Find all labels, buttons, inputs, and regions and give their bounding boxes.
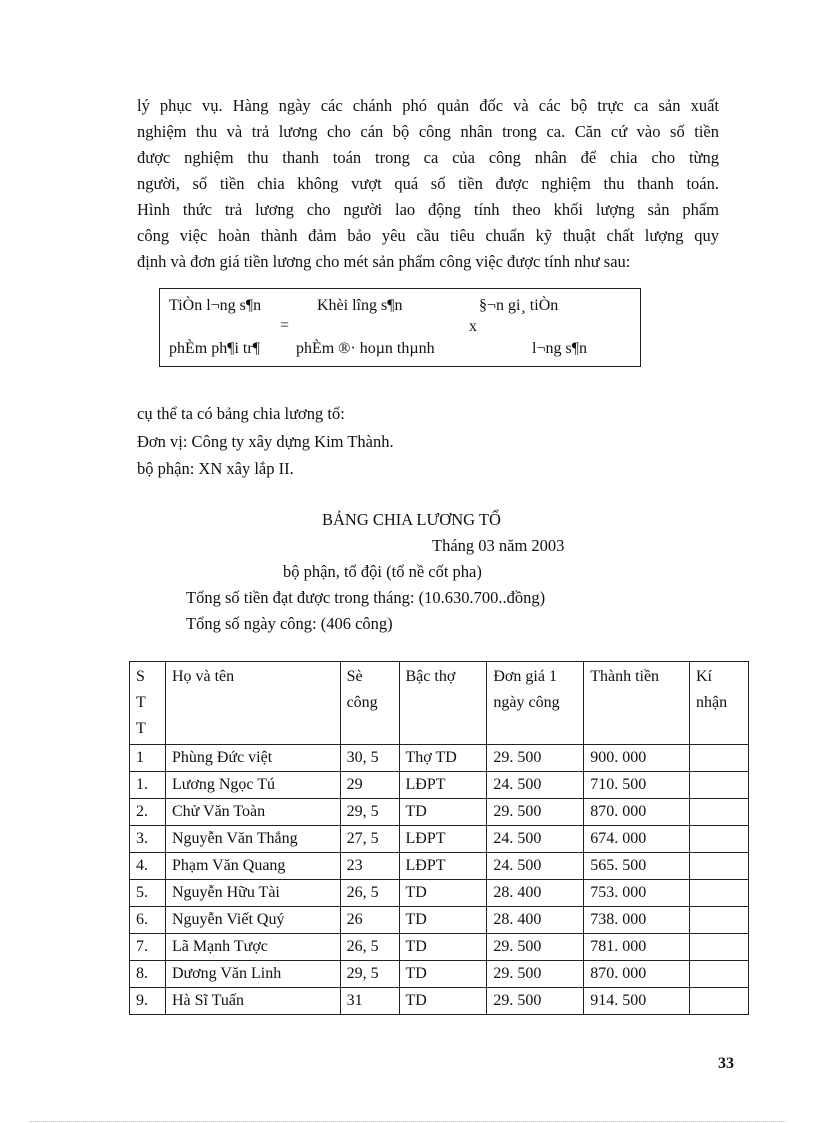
cell-grade: LĐPT <box>399 853 487 880</box>
cell-days: 31 <box>340 988 399 1015</box>
table-row <box>130 934 749 961</box>
paragraph-line: công việc hoàn thành đảm bảo yêu cầu tiêu chuẩn kỹ thuật chất lượng quy <box>137 226 719 245</box>
cell-signature <box>690 880 749 907</box>
cell-stt: 5. <box>130 880 166 907</box>
cell-amount: 710. 500 <box>584 772 690 799</box>
formula-equals: = <box>280 317 290 334</box>
cell-grade: LĐPT <box>399 772 487 799</box>
cell-stt: 9. <box>130 988 166 1015</box>
intro-unit: Đơn vị: Công ty xây dựng Kim Thành. <box>137 432 394 451</box>
cell-unit-price: 24. 500 <box>487 826 584 853</box>
cell-unit-price: 24. 500 <box>487 853 584 880</box>
cell-amount: 753. 000 <box>584 880 690 907</box>
cell-name: Nguyễn Văn Thắng <box>165 826 340 853</box>
cell-days: 26, 5 <box>340 934 399 961</box>
intro-line-1: cụ thể ta có bảng chia lương tổ: <box>137 404 345 423</box>
page-number: 33 <box>718 1055 734 1072</box>
cell-unit-price: 29. 500 <box>487 934 584 961</box>
paragraph-line: lý phục vụ. Hàng ngày các chánh phó quản đốc và các bộ trực ca sản xuất <box>137 96 719 115</box>
total-days: Tổng số ngày công: (406 công) <box>186 614 393 633</box>
cell-unit-price: 28. 400 <box>487 907 584 934</box>
cell-signature <box>690 853 749 880</box>
wage-formula-box <box>159 288 641 367</box>
header-unit-price: Đơn giá 1 ngày công <box>487 662 584 745</box>
cell-name: Nguyễn Hữu Tài <box>165 880 340 907</box>
cell-grade: LĐPT <box>399 826 487 853</box>
cell-stt: 8. <box>130 961 166 988</box>
cell-signature <box>690 907 749 934</box>
cell-amount: 870. 000 <box>584 961 690 988</box>
formula-term2-top: Khèi lîng s¶n <box>317 297 403 314</box>
cell-stt: 7. <box>130 934 166 961</box>
cell-days: 27, 5 <box>340 826 399 853</box>
cell-grade: TD <box>399 961 487 988</box>
table-row <box>130 826 749 853</box>
paragraph-line: nghiệm thu và trả lương cho cán bộ công nhân trong ca. Căn cứ vào số tiền <box>137 122 719 141</box>
table-row <box>130 853 749 880</box>
cell-unit-price: 28. 400 <box>487 880 584 907</box>
cell-amount: 781. 000 <box>584 934 690 961</box>
cell-days: 29, 5 <box>340 799 399 826</box>
header-days: Sè công <box>340 662 399 745</box>
cell-name: Phạm Văn Quang <box>165 853 340 880</box>
cell-signature <box>690 961 749 988</box>
cell-name: Phùng Đức việt <box>165 745 340 772</box>
cell-amount: 914. 500 <box>584 988 690 1015</box>
cell-grade: TD <box>399 934 487 961</box>
cell-stt: 2. <box>130 799 166 826</box>
header-stt: S T T <box>130 662 166 745</box>
cell-amount: 900. 000 <box>584 745 690 772</box>
cell-signature <box>690 826 749 853</box>
cell-stt: 6. <box>130 907 166 934</box>
cell-stt: 1. <box>130 772 166 799</box>
cell-grade: TD <box>399 907 487 934</box>
cell-signature <box>690 745 749 772</box>
cell-days: 29, 5 <box>340 961 399 988</box>
table-dept: bộ phận, tổ đội (tổ nề cốt pha) <box>283 562 482 581</box>
header-grade: Bậc thợ <box>399 662 487 745</box>
formula-term1-top: TiÒn l¬ng s¶n <box>169 297 262 314</box>
table-title: BẢNG CHIA LƯƠNG TỔ <box>322 510 501 529</box>
header-amount: Thành tiền <box>584 662 690 745</box>
cell-stt: 4. <box>130 853 166 880</box>
paragraph-line: Hình thức trả lương cho người lao động tính theo khối lượng sản phẩm <box>137 200 719 219</box>
cell-amount: 738. 000 <box>584 907 690 934</box>
cell-name: Lã Mạnh Tược <box>165 934 340 961</box>
cell-unit-price: 24. 500 <box>487 772 584 799</box>
cell-days: 26, 5 <box>340 880 399 907</box>
table-row <box>130 907 749 934</box>
intro-dept: bộ phận: XN xây lắp II. <box>137 459 294 478</box>
cell-name: Nguyễn Viết Quý <box>165 907 340 934</box>
cell-name: Dương Văn Linh <box>165 961 340 988</box>
cell-days: 23 <box>340 853 399 880</box>
cell-amount: 565. 500 <box>584 853 690 880</box>
cell-days: 30, 5 <box>340 745 399 772</box>
header-signature: Kí nhận <box>690 662 749 745</box>
total-money: Tổng số tiền đạt được trong tháng: (10.630.700..đồng) <box>186 588 546 607</box>
cell-unit-price: 29. 500 <box>487 961 584 988</box>
cell-signature <box>690 988 749 1015</box>
cell-name: Hà Sĩ Tuấn <box>165 988 340 1015</box>
cell-stt: 1 <box>130 745 166 772</box>
cell-amount: 870. 000 <box>584 799 690 826</box>
header-name: Họ và tên <box>165 662 340 745</box>
paragraph-line: người, số tiền chia không vượt quá số tiền được nghiệm thu thanh toán. <box>137 174 719 193</box>
cell-grade: TD <box>399 799 487 826</box>
cell-unit-price: 29. 500 <box>487 745 584 772</box>
table-month: Tháng 03 năm 2003 <box>432 536 565 555</box>
paragraph-line: định và đơn giá tiền lương cho mét sản phẩm công việc được tính như sau: <box>137 252 631 271</box>
table-row <box>130 745 749 772</box>
table-header-row <box>130 662 749 745</box>
table-row <box>130 880 749 907</box>
formula-term3-bottom: l¬ng s¶n <box>532 340 587 357</box>
formula-term3-top: §¬n gi¸ tiÒn <box>479 297 559 314</box>
cell-name: Lương Ngọc Tú <box>165 772 340 799</box>
formula-times: x <box>469 318 477 335</box>
cell-unit-price: 29. 500 <box>487 988 584 1015</box>
cell-signature <box>690 934 749 961</box>
formula-term1-bottom: phÈm ph¶i tr¶ <box>169 340 260 357</box>
body-paragraph <box>137 93 719 275</box>
cell-unit-price: 29. 500 <box>487 799 584 826</box>
cell-amount: 674. 000 <box>584 826 690 853</box>
cell-name: Chử Văn Toàn <box>165 799 340 826</box>
cell-grade: Thợ TD <box>399 745 487 772</box>
cell-days: 26 <box>340 907 399 934</box>
cell-grade: TD <box>399 988 487 1015</box>
wage-table <box>129 661 749 1015</box>
paragraph-line: được nghiệm thu thanh toán trong ca của công nhân để chia cho từng <box>137 148 719 167</box>
table-row <box>130 799 749 826</box>
cell-grade: TD <box>399 880 487 907</box>
table-row <box>130 961 749 988</box>
table-row <box>130 988 749 1015</box>
formula-term2-bottom: phÈm ®· hoµn thµnh <box>296 340 435 357</box>
cell-days: 29 <box>340 772 399 799</box>
table-row <box>130 772 749 799</box>
cell-signature <box>690 772 749 799</box>
page-footer-rule <box>30 1121 786 1122</box>
cell-stt: 3. <box>130 826 166 853</box>
cell-signature <box>690 799 749 826</box>
